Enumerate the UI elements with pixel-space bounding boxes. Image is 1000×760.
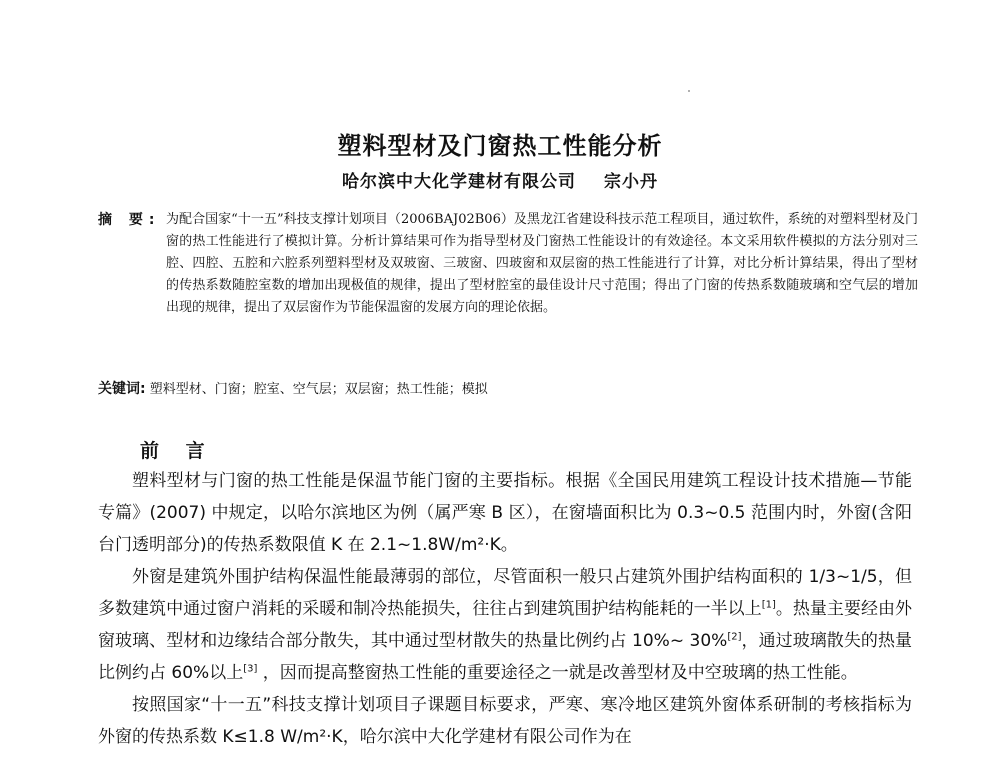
- paragraph-text: 外窗是建筑外围护结构保温性能最薄弱的部位，尽管面积一般只占建筑外围护结构面积的 1/3~1/5，但多数建筑中通过窗户消耗的采暖和制冷热能损失，往往占到建筑围护结构能耗的一半以上: [98, 567, 912, 619]
- citation-ref: [1]: [761, 599, 776, 611]
- paragraph-text: 。热量主要经由外窗玻璃、型材和边缘结合部分散失，其中通过型材散失的热量比例约占 10%~ 30%: [98, 599, 913, 651]
- abstract: [98, 209, 918, 319]
- citation-ref: [3]: [243, 663, 258, 675]
- paragraph: [98, 561, 912, 689]
- paragraph-text: ，因而提高整窗热工性能的重要途径之一就是改善型材及中空玻璃的热工性能。: [257, 663, 858, 683]
- abstract-label: 摘 要:: [98, 212, 161, 228]
- paragraph-text: ，通过玻璃散失的热量比例约占 60%以上: [98, 631, 912, 683]
- abstract-text: 为配合国家“十一五”科技支撑计划项目（2006BAJ02B06）及黑龙江省建设科技示范工程项目，通过软件，系统的对塑料型材及门窗的热工性能进行了模拟计算。分析计算结果可作为指导型材及门窗热工性能设计的有效途径。本文采用软件模拟的方法分别对三腔、四腔、五腔和六腔系列塑料型材及双玻窗、三玻窗、四玻窗和双层窗的热工性能进行了计算，对比分析计算结果，得出了型材的传热系数随腔室数的增加出现极值的规律，提出了型材腔室的最佳设计尺寸范围；得出了门窗的传热系数随玻璃和空气层的增加出现的规律，提出了双层窗作为节能保温窗的发展方向的理论依据。: [166, 212, 918, 315]
- paragraph: 按照国家“十一五”科技支撑计划项目子课题目标要求，严寒、寒冷地区建筑外窗体系研制的考核指标为外窗的传热系数 K≤1.8 W/m²·K，哈尔滨中大化学建材有限公司作为在: [98, 695, 912, 747]
- keywords-label: 关键词:: [98, 381, 146, 397]
- body-text: [98, 465, 912, 753]
- keywords: [98, 378, 918, 401]
- keywords-text: 塑料型材、门窗；腔室、空气层；双层窗；热工性能；模拟: [149, 382, 488, 397]
- author: 宗小丹: [604, 172, 658, 192]
- scan-speck: [688, 90, 690, 92]
- organization: 哈尔滨中大化学建材有限公司: [342, 172, 576, 192]
- paragraph: 塑料型材与门窗的热工性能是保温节能门窗的主要指标。根据《全国民用建筑工程设计技术措施—节能专篇》(2007) 中规定，以哈尔滨地区为例（属严寒 B 区），在窗墙面积比为 0.3~0.5 范围内时，外窗(含阳台门透明部分)的传热系数限值 K 在 2.1~1.8W/m²·K。: [98, 471, 912, 555]
- affiliation-line: [0, 167, 1000, 192]
- section-heading: 前 言: [140, 440, 215, 462]
- paper-title: 塑料型材及门窗热工性能分析: [337, 132, 663, 160]
- citation-ref: [2]: [727, 631, 742, 643]
